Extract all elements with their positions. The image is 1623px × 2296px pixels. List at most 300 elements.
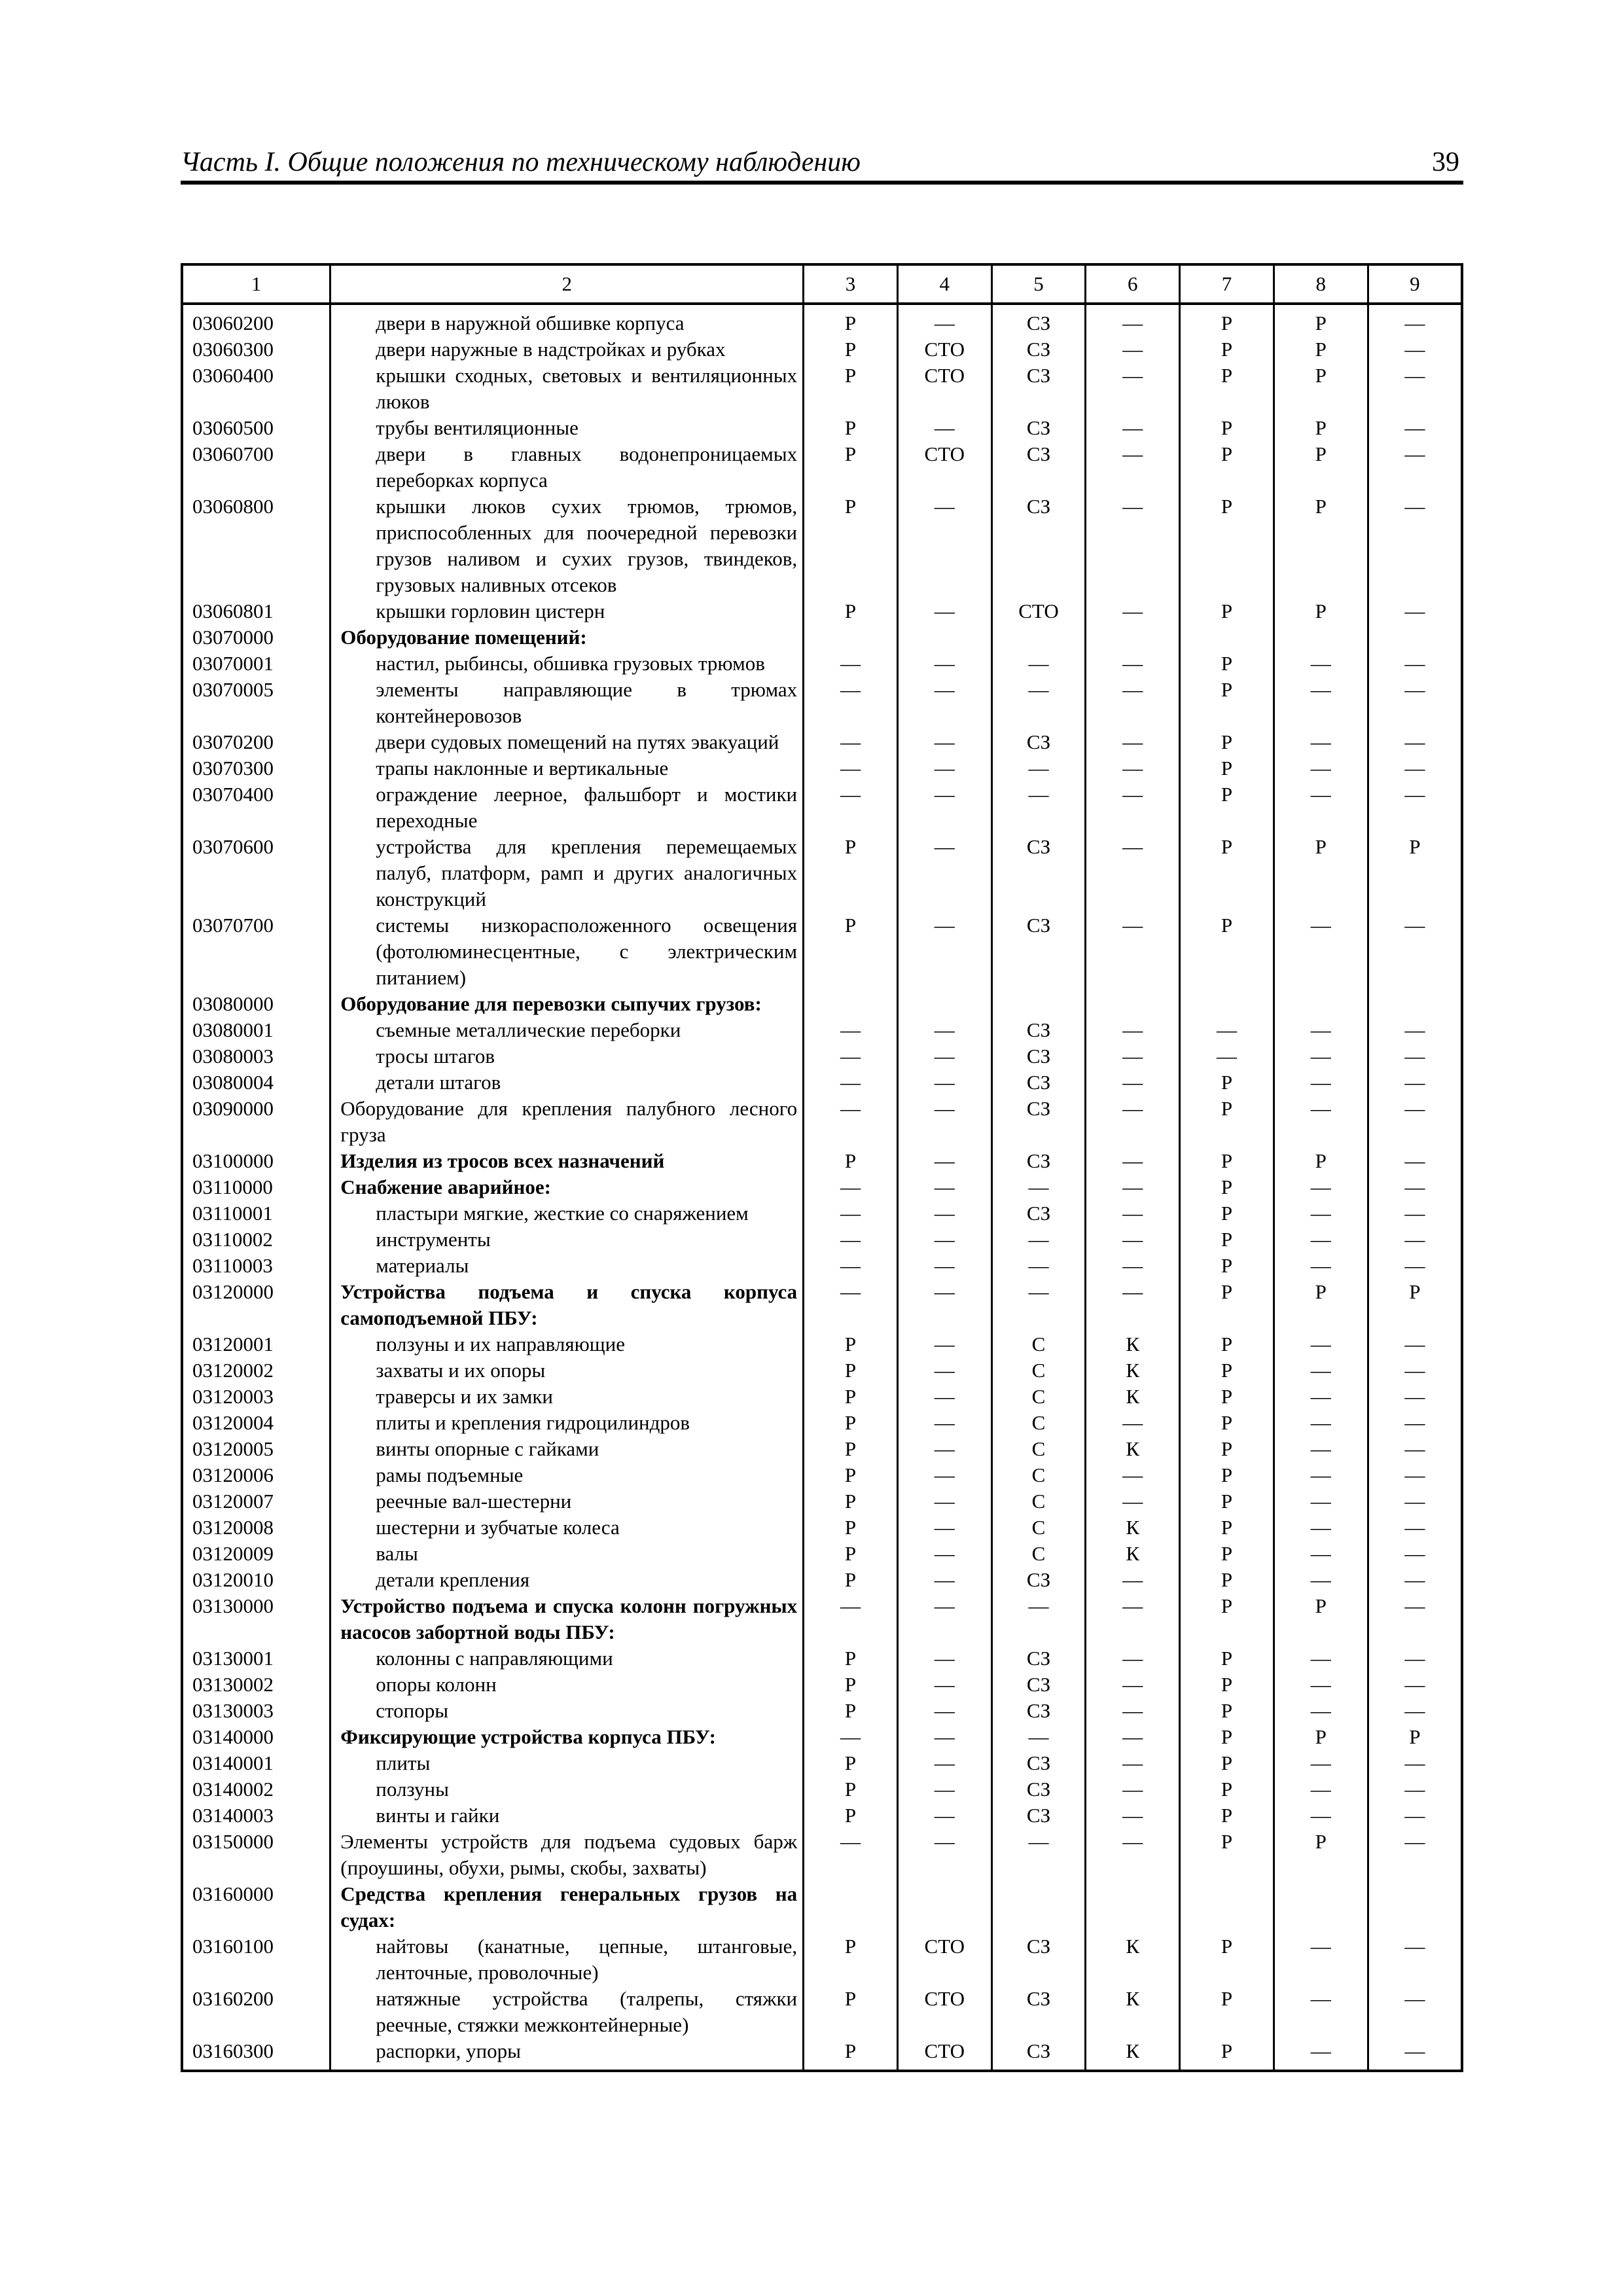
survey-mark-5: С [991, 1515, 1086, 1541]
survey-mark-8: — [1274, 1174, 1368, 1200]
item-code: 03060400 [182, 363, 330, 415]
survey-mark-9: — [1368, 755, 1462, 781]
item-code: 03070001 [182, 651, 330, 677]
survey-mark-3: Р [804, 1410, 898, 1436]
table-row [182, 651, 1462, 677]
survey-mark-5: СЗ [991, 1017, 1086, 1043]
survey-mark-4: СТО [897, 363, 991, 415]
item-name: траверсы и их замки [330, 1384, 804, 1410]
survey-mark-7: Р [1180, 1645, 1274, 1672]
item-code: 03120007 [182, 1488, 330, 1515]
survey-mark-6: К [1086, 1515, 1180, 1541]
item-code: 03060500 [182, 415, 330, 441]
survey-mark-5: СЗ [991, 1803, 1086, 1829]
survey-mark-4: — [897, 755, 991, 781]
item-code: 03160200 [182, 1986, 330, 2038]
survey-mark-9: — [1368, 1096, 1462, 1148]
survey-mark-8: — [1274, 1017, 1368, 1043]
table-row [182, 1043, 1462, 1069]
survey-mark-9: — [1368, 1200, 1462, 1227]
survey-mark-4: — [897, 1174, 991, 1200]
item-code: 03120004 [182, 1410, 330, 1436]
survey-mark-9: — [1368, 1043, 1462, 1069]
survey-mark-5 [991, 1881, 1086, 1933]
survey-mark-9: — [1368, 1645, 1462, 1672]
survey-mark-7: Р [1180, 1515, 1274, 1541]
survey-mark-6: — [1086, 912, 1180, 991]
survey-mark-8: — [1274, 1645, 1368, 1672]
table-row [182, 1462, 1462, 1488]
item-name: двери наружные в надстройках и рубках [330, 336, 804, 363]
survey-mark-6: — [1086, 1829, 1180, 1881]
item-name: материалы [330, 1253, 804, 1279]
item-code: 03140001 [182, 1750, 330, 1776]
survey-mark-6: К [1086, 1541, 1180, 1567]
survey-mark-4: — [897, 1279, 991, 1331]
survey-mark-4: СТО [897, 441, 991, 493]
survey-mark-8: Р [1274, 336, 1368, 363]
table-row [182, 1672, 1462, 1698]
survey-mark-3: Р [804, 1645, 898, 1672]
survey-mark-5 [991, 991, 1086, 1017]
survey-mark-3 [804, 624, 898, 651]
item-code: 03150000 [182, 1829, 330, 1881]
survey-mark-3 [804, 991, 898, 1017]
survey-mark-3: Р [804, 1515, 898, 1541]
item-code: 03100000 [182, 1148, 330, 1174]
survey-mark-8: — [1274, 1436, 1368, 1462]
survey-mark-8: — [1274, 1069, 1368, 1096]
survey-mark-9: — [1368, 441, 1462, 493]
survey-mark-3: Р [804, 415, 898, 441]
table-row [182, 755, 1462, 781]
item-name: Оборудование для крепления палубного лесного груза [330, 1096, 804, 1148]
survey-mark-4: — [897, 1803, 991, 1829]
survey-mark-3: — [804, 1227, 898, 1253]
survey-mark-8: — [1274, 1043, 1368, 1069]
survey-mark-5: СЗ [991, 1567, 1086, 1593]
survey-mark-8: — [1274, 677, 1368, 729]
survey-mark-3: — [804, 1043, 898, 1069]
survey-mark-9: — [1368, 1488, 1462, 1515]
survey-mark-5: СЗ [991, 1986, 1086, 2038]
item-code: 03070600 [182, 834, 330, 912]
item-name: двери в главных водонепроницаемых переборках корпуса [330, 441, 804, 493]
survey-mark-7: Р [1180, 1698, 1274, 1724]
survey-mark-4: — [897, 1436, 991, 1462]
survey-mark-5: — [991, 1253, 1086, 1279]
survey-mark-9 [1368, 624, 1462, 651]
survey-mark-5: СЗ [991, 441, 1086, 493]
survey-mark-3: — [804, 1069, 898, 1096]
survey-mark-6: — [1086, 1410, 1180, 1436]
survey-mark-4: — [897, 1357, 991, 1384]
table-row [182, 1279, 1462, 1331]
survey-mark-9: — [1368, 598, 1462, 624]
item-name: Элементы устройств для подъема судовых барж (проушины, обухи, рымы, скобы, захваты) [330, 1829, 804, 1881]
survey-mark-3: Р [804, 1541, 898, 1567]
survey-mark-6: — [1086, 677, 1180, 729]
survey-mark-6: К [1086, 1933, 1180, 1986]
item-name: плиты и крепления гидроцилиндров [330, 1410, 804, 1436]
table-row [182, 441, 1462, 493]
survey-mark-4: — [897, 1043, 991, 1069]
survey-mark-9 [1368, 991, 1462, 1017]
survey-mark-4: — [897, 493, 991, 598]
survey-mark-8: Р [1274, 493, 1368, 598]
survey-mark-6: — [1086, 304, 1180, 336]
survey-mark-8: Р [1274, 834, 1368, 912]
survey-mark-7: Р [1180, 912, 1274, 991]
column-header: 2 [330, 264, 804, 304]
survey-mark-5: СЗ [991, 1200, 1086, 1227]
item-code: 03060700 [182, 441, 330, 493]
survey-mark-7: Р [1180, 1331, 1274, 1357]
survey-mark-7: Р [1180, 304, 1274, 336]
survey-mark-8: — [1274, 1462, 1368, 1488]
survey-mark-3: — [804, 781, 898, 834]
survey-mark-3: Р [804, 1436, 898, 1462]
survey-mark-4: — [897, 677, 991, 729]
item-name: трубы вентиляционные [330, 415, 804, 441]
column-header: 9 [1368, 264, 1462, 304]
survey-mark-4: — [897, 781, 991, 834]
survey-mark-4: — [897, 1096, 991, 1148]
item-name: крышки сходных, световых и вентиляционных люков [330, 363, 804, 415]
survey-mark-7: Р [1180, 755, 1274, 781]
survey-mark-5: — [991, 1279, 1086, 1331]
survey-mark-6: — [1086, 1148, 1180, 1174]
survey-mark-6: — [1086, 1043, 1180, 1069]
survey-mark-6: — [1086, 415, 1180, 441]
survey-mark-8: Р [1274, 415, 1368, 441]
table-row [182, 1567, 1462, 1593]
survey-mark-5: СЗ [991, 1148, 1086, 1174]
survey-mark-5: СЗ [991, 1672, 1086, 1698]
survey-mark-9: — [1368, 2038, 1462, 2071]
survey-mark-5: СТО [991, 598, 1086, 624]
survey-mark-3: Р [804, 1331, 898, 1357]
column-header: 4 [897, 264, 991, 304]
item-code: 03080001 [182, 1017, 330, 1043]
survey-mark-6: К [1086, 1986, 1180, 2038]
survey-mark-7: Р [1180, 1986, 1274, 2038]
survey-mark-3: Р [804, 1986, 898, 2038]
survey-mark-4: СТО [897, 1986, 991, 2038]
item-code: 03130002 [182, 1672, 330, 1698]
page-header [181, 143, 1463, 185]
item-name: шестерни и зубчатые колеса [330, 1515, 804, 1541]
survey-mark-8: — [1274, 1803, 1368, 1829]
survey-mark-3: — [804, 1253, 898, 1279]
survey-mark-9: — [1368, 415, 1462, 441]
survey-mark-4: — [897, 912, 991, 991]
survey-mark-7: Р [1180, 1541, 1274, 1567]
survey-mark-7: Р [1180, 1750, 1274, 1776]
survey-mark-6: — [1086, 1069, 1180, 1096]
survey-mark-3: — [804, 1017, 898, 1043]
survey-mark-6: — [1086, 336, 1180, 363]
item-name: натяжные устройства (талрепы, стяжки реечные, стяжки межконтейнерные) [330, 1986, 804, 2038]
survey-mark-3: Р [804, 1776, 898, 1803]
survey-mark-7: Р [1180, 677, 1274, 729]
survey-mark-3: — [804, 1593, 898, 1645]
survey-mark-7: Р [1180, 1567, 1274, 1593]
survey-mark-7: Р [1180, 1462, 1274, 1488]
page-number: 39 [1432, 147, 1459, 177]
survey-mark-8: — [1274, 1384, 1368, 1410]
survey-mark-6: — [1086, 1593, 1180, 1645]
item-code: 03080004 [182, 1069, 330, 1096]
survey-mark-7: Р [1180, 1672, 1274, 1698]
survey-mark-8: — [1274, 651, 1368, 677]
table-row [182, 2038, 1462, 2071]
survey-mark-9: — [1368, 1593, 1462, 1645]
survey-mark-8: — [1274, 1567, 1368, 1593]
survey-mark-9: — [1368, 1148, 1462, 1174]
survey-mark-7: Р [1180, 651, 1274, 677]
table-body [182, 304, 1462, 2071]
table-row [182, 1357, 1462, 1384]
item-code: 03120005 [182, 1436, 330, 1462]
survey-mark-8: — [1274, 1410, 1368, 1436]
survey-mark-4 [897, 1881, 991, 1933]
survey-mark-4: — [897, 1253, 991, 1279]
survey-mark-5: С [991, 1436, 1086, 1462]
survey-mark-5: С [991, 1488, 1086, 1515]
survey-mark-3: Р [804, 363, 898, 415]
item-code: 03060300 [182, 336, 330, 363]
survey-mark-7: Р [1180, 1593, 1274, 1645]
survey-mark-4: — [897, 598, 991, 624]
item-name: крышки люков сухих трюмов, трюмов, приспособленных для поочередной перевозки грузов наливом и сухих грузов, твиндеков, грузовых наливных отсеков [330, 493, 804, 598]
survey-mark-4: — [897, 1698, 991, 1724]
item-code: 03110001 [182, 1200, 330, 1227]
table-row [182, 1881, 1462, 1933]
item-name: найтовы (канатные, цепные, штанговые, ленточные, проволочные) [330, 1933, 804, 1986]
survey-mark-9: — [1368, 781, 1462, 834]
survey-mark-6: — [1086, 1227, 1180, 1253]
item-name: Изделия из тросов всех назначений [330, 1148, 804, 1174]
survey-mark-6: — [1086, 1096, 1180, 1148]
item-code: 03140003 [182, 1803, 330, 1829]
survey-mark-3: — [804, 651, 898, 677]
survey-mark-4: СТО [897, 1933, 991, 1986]
survey-mark-8: — [1274, 1227, 1368, 1253]
item-name: тросы штагов [330, 1043, 804, 1069]
item-code: 03070400 [182, 781, 330, 834]
survey-mark-6: — [1086, 651, 1180, 677]
survey-mark-6: — [1086, 1750, 1180, 1776]
survey-mark-7 [1180, 991, 1274, 1017]
survey-mark-8: — [1274, 755, 1368, 781]
survey-mark-8: — [1274, 2038, 1368, 2071]
survey-mark-3: Р [804, 336, 898, 363]
survey-mark-8: Р [1274, 1279, 1368, 1331]
survey-mark-8: — [1274, 1253, 1368, 1279]
item-name: детали штагов [330, 1069, 804, 1096]
survey-mark-3: — [804, 1829, 898, 1881]
table-row [182, 1174, 1462, 1200]
item-code: 03140000 [182, 1724, 330, 1750]
table-row [182, 729, 1462, 755]
survey-mark-3 [804, 1881, 898, 1933]
survey-mark-4: — [897, 1462, 991, 1488]
survey-mark-3: Р [804, 304, 898, 336]
survey-mark-6: — [1086, 834, 1180, 912]
survey-mark-6 [1086, 624, 1180, 651]
item-name: распорки, упоры [330, 2038, 804, 2071]
item-name: устройства для крепления перемещаемых палуб, платформ, рамп и других аналогичных конструкций [330, 834, 804, 912]
survey-mark-5: — [991, 1174, 1086, 1200]
survey-mark-3: — [804, 1174, 898, 1200]
table-row [182, 1750, 1462, 1776]
item-code: 03120009 [182, 1541, 330, 1567]
item-code: 03120010 [182, 1567, 330, 1593]
survey-mark-3: — [804, 1279, 898, 1331]
survey-mark-4: — [897, 1645, 991, 1672]
survey-mark-7: Р [1180, 336, 1274, 363]
survey-mark-6: — [1086, 1253, 1180, 1279]
survey-mark-5: — [991, 1724, 1086, 1750]
survey-mark-4: СТО [897, 336, 991, 363]
item-name: Устройство подъема и спуска колонн погружных насосов забортной воды ПБУ: [330, 1593, 804, 1645]
survey-mark-9: — [1368, 1436, 1462, 1462]
survey-mark-4: — [897, 1069, 991, 1096]
item-code: 03160300 [182, 2038, 330, 2071]
survey-mark-9: — [1368, 1174, 1462, 1200]
survey-mark-4: — [897, 304, 991, 336]
survey-mark-9: — [1368, 1541, 1462, 1567]
item-name: стопоры [330, 1698, 804, 1724]
survey-mark-7: Р [1180, 1410, 1274, 1436]
survey-mark-3: Р [804, 1750, 898, 1776]
survey-mark-4: — [897, 1829, 991, 1881]
column-number-row [182, 264, 1462, 304]
survey-mark-8 [1274, 991, 1368, 1017]
survey-mark-9: — [1368, 651, 1462, 677]
item-name: съемные металлические переборки [330, 1017, 804, 1043]
survey-mark-7: Р [1180, 1384, 1274, 1410]
item-name: крышки горловин цистерн [330, 598, 804, 624]
item-name: Оборудование для перевозки сыпучих грузов: [330, 991, 804, 1017]
table-row [182, 1096, 1462, 1148]
survey-mark-5: СЗ [991, 1750, 1086, 1776]
survey-mark-9: — [1368, 912, 1462, 991]
column-header: 7 [1180, 264, 1274, 304]
survey-mark-3: Р [804, 1698, 898, 1724]
survey-mark-7: — [1180, 1017, 1274, 1043]
column-header: 3 [804, 264, 898, 304]
table-row [182, 415, 1462, 441]
survey-mark-8: Р [1274, 304, 1368, 336]
survey-mark-4: — [897, 1593, 991, 1645]
table-row [182, 1986, 1462, 2038]
survey-mark-9 [1368, 1881, 1462, 1933]
survey-mark-7: Р [1180, 729, 1274, 755]
survey-mark-5: — [991, 1227, 1086, 1253]
table-row [182, 1410, 1462, 1436]
item-name: трапы наклонные и вертикальные [330, 755, 804, 781]
survey-mark-6: — [1086, 363, 1180, 415]
survey-mark-9: — [1368, 304, 1462, 336]
survey-mark-4: — [897, 1148, 991, 1174]
survey-mark-3: — [804, 729, 898, 755]
survey-mark-9: — [1368, 1803, 1462, 1829]
survey-mark-3: — [804, 1724, 898, 1750]
survey-mark-8: — [1274, 1672, 1368, 1698]
survey-mark-4: — [897, 1017, 991, 1043]
item-name: рамы подъемные [330, 1462, 804, 1488]
survey-mark-9: — [1368, 1567, 1462, 1593]
item-name: Устройства подъема и спуска корпуса самоподъемной ПБУ: [330, 1279, 804, 1331]
survey-mark-4: СТО [897, 2038, 991, 2071]
survey-mark-7: Р [1180, 1488, 1274, 1515]
survey-mark-7: Р [1180, 1174, 1274, 1200]
survey-mark-8: — [1274, 912, 1368, 991]
table-row [182, 1253, 1462, 1279]
table-row [182, 1515, 1462, 1541]
survey-mark-5: СЗ [991, 493, 1086, 598]
survey-mark-8: — [1274, 1776, 1368, 1803]
survey-mark-5: — [991, 651, 1086, 677]
survey-mark-6: — [1086, 1174, 1180, 1200]
survey-mark-9: — [1368, 1331, 1462, 1357]
survey-mark-8: — [1274, 1096, 1368, 1148]
item-code: 03070005 [182, 677, 330, 729]
survey-mark-6: — [1086, 1462, 1180, 1488]
survey-mark-9: — [1368, 1462, 1462, 1488]
survey-mark-7: Р [1180, 1933, 1274, 1986]
survey-mark-5: СЗ [991, 729, 1086, 755]
item-name: Фиксирующие устройства корпуса ПБУ: [330, 1724, 804, 1750]
survey-mark-9: — [1368, 729, 1462, 755]
item-code: 03070300 [182, 755, 330, 781]
survey-mark-7: Р [1180, 2038, 1274, 2071]
survey-mark-6: — [1086, 1279, 1180, 1331]
table-row [182, 336, 1462, 363]
survey-mark-3: — [804, 755, 898, 781]
table-row [182, 1069, 1462, 1096]
survey-mark-5: С [991, 1384, 1086, 1410]
survey-mark-9: — [1368, 1069, 1462, 1096]
survey-mark-6: К [1086, 1436, 1180, 1462]
survey-mark-4: — [897, 1750, 991, 1776]
survey-mark-4: — [897, 1672, 991, 1698]
survey-mark-7: Р [1180, 415, 1274, 441]
survey-mark-8: — [1274, 1488, 1368, 1515]
survey-mark-5: СЗ [991, 363, 1086, 415]
survey-mark-7 [1180, 624, 1274, 651]
survey-mark-4: — [897, 1515, 991, 1541]
survey-mark-7: Р [1180, 1803, 1274, 1829]
item-code: 03110002 [182, 1227, 330, 1253]
table-row [182, 1331, 1462, 1357]
table-row [182, 834, 1462, 912]
survey-mark-8: — [1274, 1750, 1368, 1776]
survey-mark-6: — [1086, 1645, 1180, 1672]
survey-mark-9: — [1368, 1986, 1462, 2038]
survey-mark-4: — [897, 834, 991, 912]
item-name: колонны с направляющими [330, 1645, 804, 1672]
table-row [182, 912, 1462, 991]
item-name: реечные вал-шестерни [330, 1488, 804, 1515]
survey-mark-6: К [1086, 1357, 1180, 1384]
survey-mark-4: — [897, 1776, 991, 1803]
table-row [182, 1933, 1462, 1986]
table-row [182, 1148, 1462, 1174]
running-title: Часть I. Общие положения по техническому наблюдению [181, 147, 861, 177]
